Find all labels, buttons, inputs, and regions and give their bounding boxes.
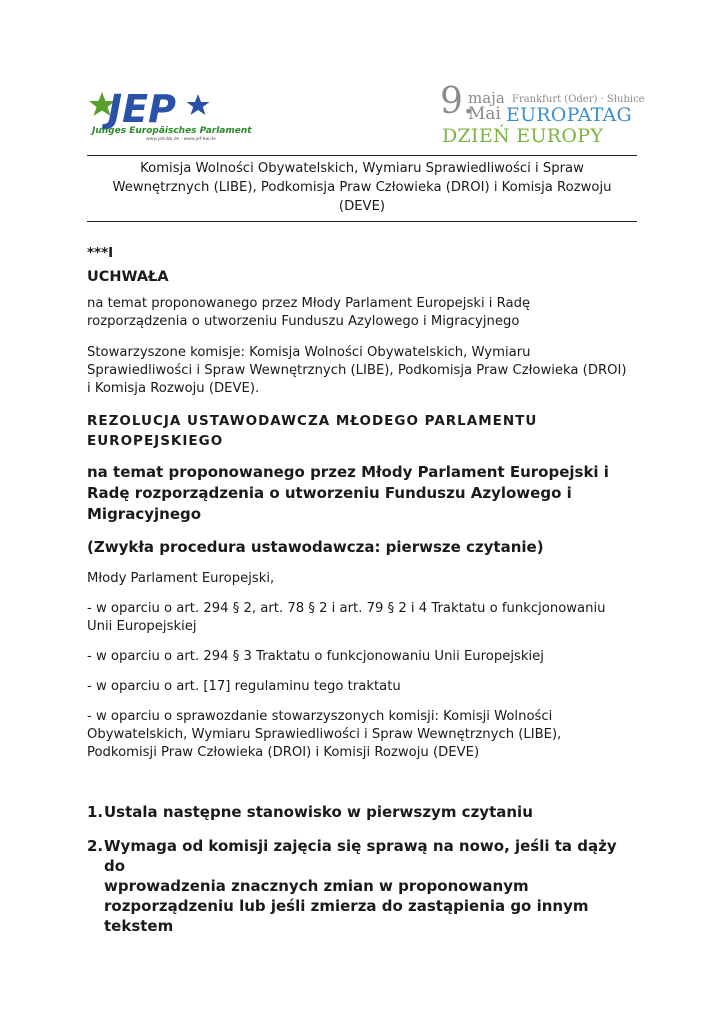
subject-paragraph bbox=[87, 295, 642, 331]
citation-line: - w oparciu o art. [17] regulaminu tego traktatu bbox=[87, 679, 401, 694]
jep-logo bbox=[86, 86, 252, 146]
proposal-heading-line: Radę rozporządzenia o utworzeniu Funduszu Azylowego i bbox=[87, 484, 572, 502]
citation-line: - w oparciu o sprawozdanie stowarzyszonych komisji: Komisji Wolności bbox=[87, 709, 553, 724]
document-body bbox=[87, 245, 642, 936]
citation-line: Obywatelskich, Wymiaru Sprawiedliwości i Spraw Wewnętrznych (LIBE), bbox=[87, 727, 562, 742]
document-title: UCHWAŁA bbox=[87, 269, 169, 285]
event-city: Frankfurt (Oder) · Słubice bbox=[512, 94, 645, 105]
committee-line: (DEVE) bbox=[338, 199, 386, 214]
jep-url: www.jeb-bb.de · www.jef-bw.de bbox=[146, 137, 216, 142]
committee-header bbox=[87, 155, 637, 222]
proposal-heading-line: na temat proponowanego przez Młody Parlament Europejski i bbox=[87, 463, 609, 481]
event-day: 9. bbox=[440, 81, 475, 122]
associated-line: i Komisja Rozwoju (DEVE). bbox=[87, 381, 260, 396]
citation-item bbox=[87, 648, 642, 666]
resolution-heading-line: EUROPEJSKIEGO bbox=[87, 433, 224, 449]
associated-line: Sprawiedliwości i Spraw Wewnętrznych (LIBE), Podkomisja Praw Człowieka (DROI) bbox=[87, 363, 627, 378]
resolution-point bbox=[87, 802, 642, 822]
citation-item bbox=[87, 678, 642, 696]
citation-item bbox=[87, 708, 642, 762]
resolution-points bbox=[87, 802, 642, 936]
citation-line: - w oparciu o art. 294 § 2, art. 78 § 2 i art. 79 § 2 i 4 Traktatu o funkcjonowaniu bbox=[87, 601, 606, 616]
resolution-heading bbox=[87, 411, 642, 451]
subject-line: na temat proponowanego przez Młody Parlament Europejski i Radę bbox=[87, 296, 531, 311]
committee-line: Wewnętrznych (LIBE), Podkomisja Praw Człowieka (DROI) i Komisja Rozwoju bbox=[112, 180, 612, 195]
point-number: 2. bbox=[87, 837, 104, 855]
citation-item bbox=[87, 600, 642, 636]
committee-line: Komisja Wolności Obywatelskich, Wymiaru Sprawiedliwości i Spraw bbox=[140, 161, 584, 176]
point-text: Ustala następne stanowisko w pierwszym czytaniu bbox=[104, 803, 533, 821]
proposal-heading bbox=[87, 462, 642, 525]
point-number: 1. bbox=[87, 803, 104, 821]
point-text: wprowadzenia znacznych zmian w proponowanym bbox=[104, 877, 529, 895]
parliament-label: Młody Parlament Europejski, bbox=[87, 571, 275, 586]
point-text: rozporządzeniu lub jeśli zmierza do zastąpienia go innym bbox=[104, 897, 589, 915]
resolution-heading-line: REZOLUCJA USTAWODAWCZA MŁODEGO PARLAMENTU bbox=[87, 413, 538, 429]
subject-line: rozporządzenia o utworzeniu Funduszu Azylowego i Migracyjnego bbox=[87, 314, 520, 329]
associated-committees bbox=[87, 344, 642, 398]
event-dzien: DZIEŃ EUROPY bbox=[442, 125, 604, 147]
jep-subtitle: Junges Europäisches Parlament bbox=[92, 126, 252, 136]
jep-wordmark: JEP bbox=[108, 87, 176, 130]
associated-line: Stowarzyszone komisje: Komisja Wolności Obywatelskich, Wymiaru bbox=[87, 345, 531, 360]
jep-star-mark-icon bbox=[86, 86, 246, 130]
point-text: tekstem bbox=[104, 917, 174, 935]
europatag-logo bbox=[440, 81, 645, 147]
citation-line: - w oparciu o art. 294 § 3 Traktatu o funkcjonowaniu Unii Europejskiej bbox=[87, 649, 544, 664]
resolution-point bbox=[87, 836, 642, 936]
event-maja: maja bbox=[468, 89, 505, 107]
procedure-stars: ***I bbox=[87, 245, 114, 261]
event-mai: Mai bbox=[468, 104, 501, 124]
proposal-heading-line: Migracyjnego bbox=[87, 505, 202, 523]
procedure-heading: (Zwykła procedura ustawodawcza: pierwsze czytanie) bbox=[87, 538, 544, 556]
event-europatag: EUROPATAG bbox=[506, 104, 632, 126]
citation-line: Unii Europejskiej bbox=[87, 619, 197, 634]
citation-line: Podkomisji Praw Człowieka (DROI) i Komisji Rozwoju (DEVE) bbox=[87, 745, 480, 760]
point-text: Wymaga od komisji zajęcia się sprawą na nowo, jeśli ta dąży do bbox=[104, 837, 617, 875]
